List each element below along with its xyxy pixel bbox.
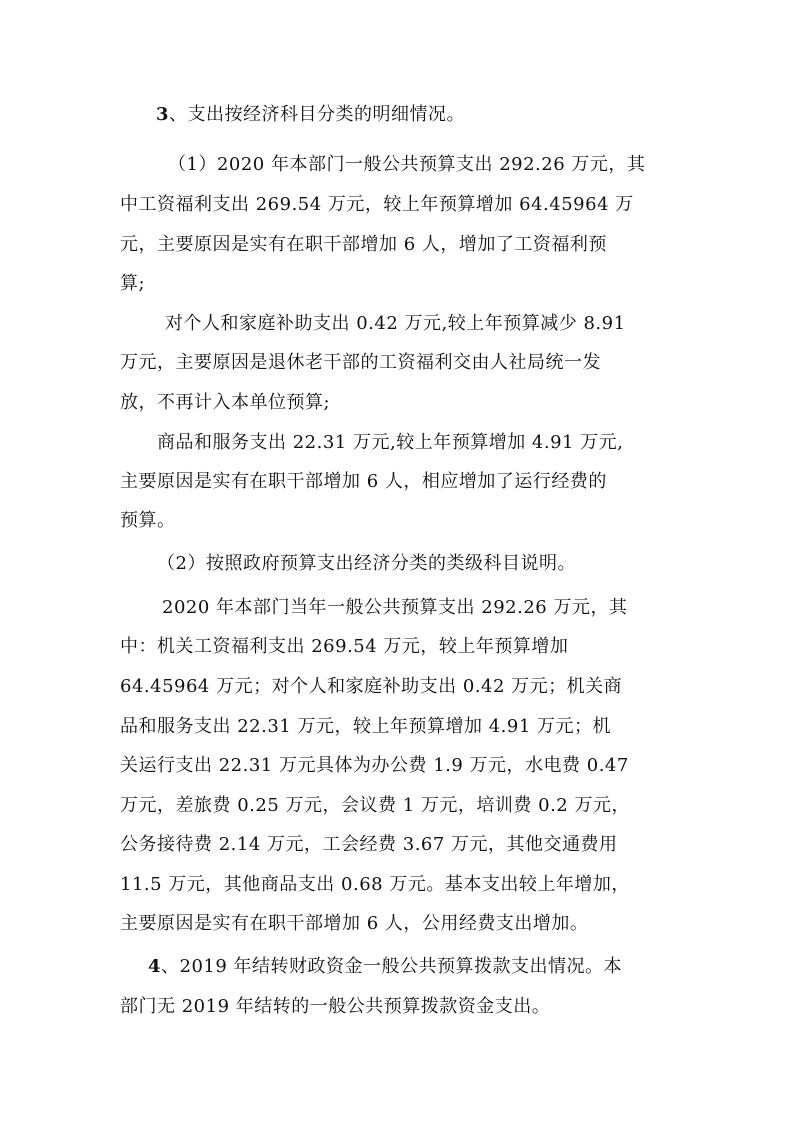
paragraph-2-line-2: 万元，主要原因是退休老干部的工资福利交由人社局统一发 bbox=[120, 352, 601, 373]
paragraph-3-line-3: 预算。 bbox=[120, 510, 176, 531]
section-3-number: 3 bbox=[156, 104, 170, 125]
paragraph-5-line-7: 公务接待费 2.14 万元，工会经费 3.67 万元，其他交通费用 bbox=[120, 834, 618, 855]
paragraph-5-line-6: 万元，差旅费 0.25 万元，会议费 1 万元，培训费 0.2 万元， bbox=[120, 795, 630, 816]
paragraph-1-line-4: 算; bbox=[120, 273, 146, 294]
paragraph-1-line-3: 元，主要原因是实有在职干部增加 6 人，增加了工资福利预 bbox=[120, 234, 607, 255]
paragraph-5-line-3: 64.45964 万元；对个人和家庭补助支出 0.42 万元；机关商 bbox=[120, 676, 623, 697]
section-4-line-2: 部门无 2019 年结转的一般公共预算拨款资金支出。 bbox=[120, 996, 551, 1017]
paragraph-1-line-2: 中工资福利支出 269.54 万元，较上年预算增加 64.45964 万 bbox=[120, 194, 634, 215]
section-4-title: 、2019 年结转财政资金一般公共预算拨款支出情况。本 bbox=[161, 956, 623, 977]
paragraph-2-line-1: 对个人和家庭补助支出 0.42 万元,较上年预算减少 8.91 bbox=[165, 313, 626, 334]
section-4-number: 4 bbox=[148, 956, 162, 977]
section-4-heading bbox=[148, 956, 622, 978]
paragraph-4-line-1: （2）按照政府预算支出经济分类的类级科目说明。 bbox=[157, 553, 576, 574]
paragraph-1-line-1: （1）2020 年本部门一般公共预算支出 292.26 万元，其 bbox=[168, 154, 646, 175]
paragraph-5-line-8: 11.5 万元，其他商品支出 0.68 万元。基本支出较上年增加， bbox=[120, 874, 630, 895]
paragraph-2-line-3: 放，不再计入本单位预算; bbox=[120, 392, 331, 413]
paragraph-5-line-4: 品和服务支出 22.31 万元，较上年预算增加 4.91 万元；机 bbox=[120, 716, 611, 737]
paragraph-5-line-5: 关运行支出 22.31 万元具体为办公费 1.9 万元，水电费 0.47 bbox=[120, 755, 629, 776]
paragraph-5-line-2: 中：机关工资福利支出 269.54 万元，较上年预算增加 bbox=[120, 636, 569, 657]
paragraph-5-line-1: 2020 年本部门当年一般公共预算支出 292.26 万元，其 bbox=[162, 597, 628, 618]
paragraph-5-line-9: 主要原因是实有在职干部增加 6 人，公用经费支出增加。 bbox=[120, 913, 589, 934]
section-3-heading bbox=[156, 104, 465, 126]
paragraph-3-line-2: 主要原因是实有在职干部增加 6 人，相应增加了运行经费的 bbox=[120, 471, 607, 492]
paragraph-3-line-1: 商品和服务支出 22.31 万元,较上年预算增加 4.91 万元, bbox=[157, 432, 624, 453]
section-3-title: 、支出按经济科目分类的明细情况。 bbox=[169, 104, 466, 125]
